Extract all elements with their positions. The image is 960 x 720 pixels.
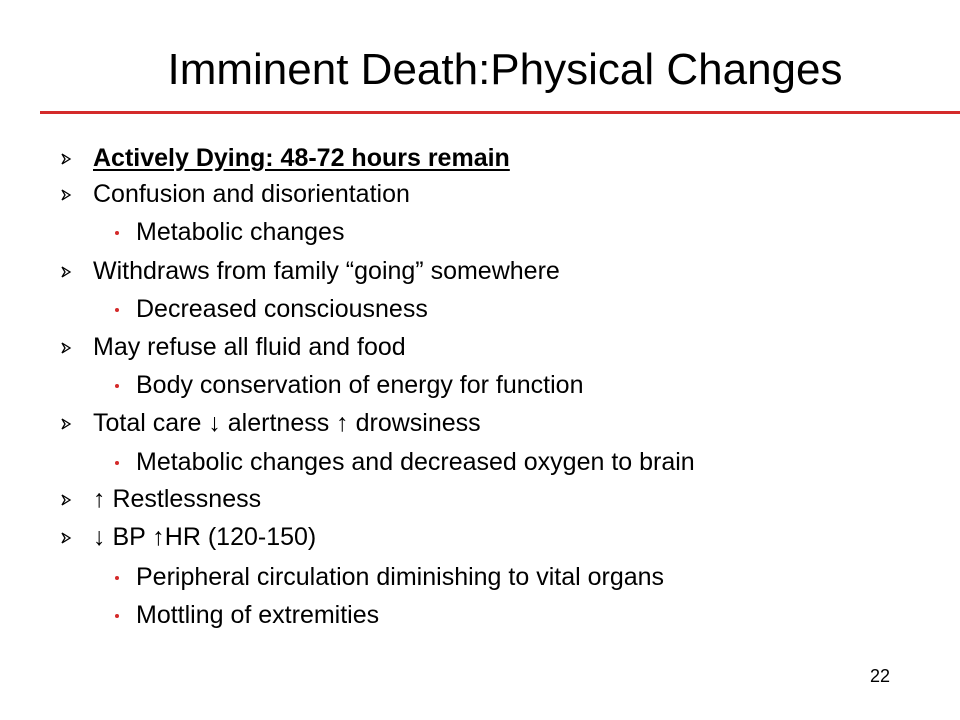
sub-bullet-text: Metabolic changes and decreased oxygen to brain <box>136 448 695 476</box>
arrow-bullet-icon <box>60 140 76 176</box>
bullet-text: Withdraws from family “going” somewhere <box>93 257 560 285</box>
bullet-text: Actively Dying: 48-72 hours remain <box>93 144 510 172</box>
dot-bullet-icon <box>115 384 119 388</box>
sub-bullet-text: Mottling of extremities <box>136 601 380 629</box>
sub-bullet-text: Peripheral circulation diminishing to vital organs <box>136 563 665 591</box>
arrow-bullet-icon <box>60 405 76 441</box>
bullet-text: Total care ↓ alertness ↑ drowsiness <box>93 409 481 437</box>
sub-bullet-text: Body conservation of energy for function <box>136 371 584 399</box>
dot-bullet-icon <box>115 614 119 618</box>
arrow-bullet-icon <box>60 253 76 289</box>
dot-bullet-icon <box>115 576 119 580</box>
arrow-bullet-icon <box>60 176 76 212</box>
bullet-text: Confusion and disorientation <box>93 180 410 208</box>
slide-title: Imminent Death:Physical Changes <box>167 45 843 94</box>
arrow-bullet-icon <box>60 519 76 555</box>
sub-bullet-text: Metabolic changes <box>136 218 345 246</box>
bullet-text: ↓ BP ↑HR (120-150) <box>93 523 317 551</box>
title-divider <box>40 111 960 114</box>
dot-bullet-icon <box>115 231 119 235</box>
slide-number: 22 <box>869 666 891 686</box>
arrow-bullet-icon <box>60 329 76 365</box>
sub-bullet-text: Decreased consciousness <box>136 295 428 323</box>
arrow-bullet-icon <box>60 481 76 517</box>
dot-bullet-icon <box>115 308 119 312</box>
dot-bullet-icon <box>115 461 119 465</box>
bullet-text: May refuse all fluid and food <box>93 333 406 361</box>
bullet-text: ↑ Restlessness <box>93 485 262 513</box>
